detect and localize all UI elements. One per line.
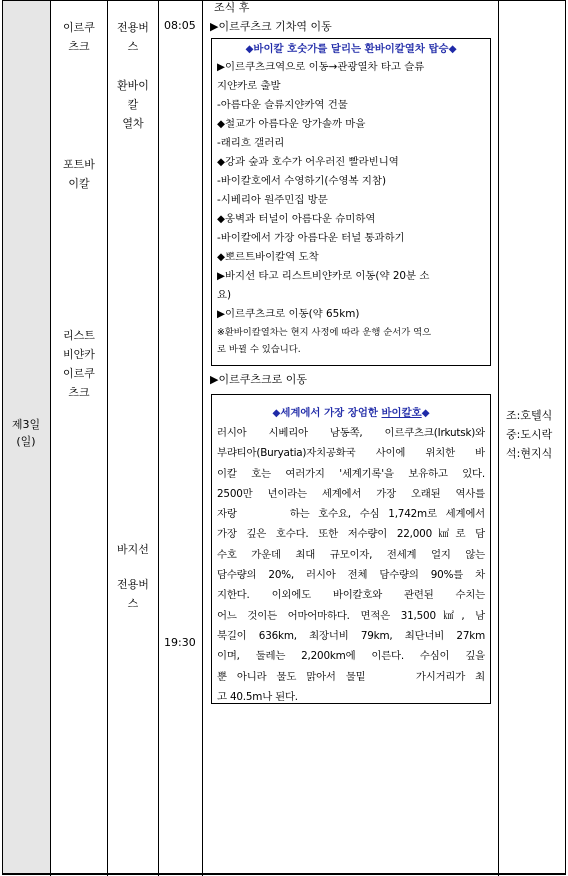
baikal-info-line: 북길이 636km, 최장너비 79km, 최단너비 27km — [217, 629, 485, 642]
transport-text: 칼 — [127, 98, 139, 111]
train-tour-line: 요) — [217, 289, 232, 301]
baikal-info-box — [211, 394, 491, 704]
move-station-note: ▶이르쿠츠크 기차역 이동 — [210, 20, 332, 33]
train-tour-line: ▶이르쿠츠크로 이동(약 65km) — [217, 308, 360, 320]
transport-text: 전용버 — [117, 21, 149, 34]
train-tour-box — [211, 38, 491, 366]
location-irkutsk — [52, 18, 106, 56]
train-tour-line: -아름다운 슬류지얀카역 건물 — [217, 99, 348, 111]
location-text: 츠크 — [68, 386, 90, 399]
location-text: 츠크 — [68, 40, 90, 53]
baikal-info-title — [217, 405, 485, 422]
column-divider — [158, 0, 159, 876]
train-tour-line: 지얀카로 출발 — [217, 80, 281, 92]
breakfast-note: 조식 후 — [214, 1, 250, 14]
baikal-info-line: 지한다. 이외에도 바이칼호와 관련된 수치는 — [217, 589, 485, 602]
train-tour-line: ▶바지선 타고 리스트비얀카로 이동(약 20분 소 — [217, 270, 430, 282]
baikal-info-line: 어느 것이든 어마어마하다. 면적은 31,500㎢, 남 — [217, 609, 485, 622]
baikal-info-line: 이며, 둘레는 2,200km에 이른다. 수심이 깊을 — [217, 650, 485, 663]
time-end: 19:30 — [164, 636, 196, 649]
train-tour-line: -시베리아 원주민집 방문 — [217, 194, 328, 206]
train-tour-line: -바이칼에서 가장 아름다운 터널 통과하기 — [217, 232, 405, 244]
location-text: 이르쿠 — [63, 367, 95, 380]
location-text: 리스트 — [63, 329, 95, 342]
baikal-info-line: 부랴티아(Buryatia)자치공화국 사이에 위치한 바 — [217, 447, 485, 460]
train-tour-line: -래리흐 갤러리 — [217, 137, 285, 149]
baikal-title-highlight: 바이칼호 — [381, 407, 422, 419]
baikal-info-line: 이칼 호는 여러가지 '세계기록'을 보유하고 있다. — [217, 467, 485, 480]
meal-remarks — [506, 406, 552, 463]
transport-text: 스 — [127, 597, 139, 610]
meal-dinner: 석:현지식 — [506, 447, 553, 460]
train-tour-line: ◆뽀르트바이칼역 도착 — [217, 251, 319, 263]
time-start: 08:05 — [164, 19, 196, 32]
table-bottom-border — [2, 874, 566, 875]
transport-bus-bottom — [108, 575, 158, 613]
column-divider — [202, 0, 203, 876]
location-text: 이르쿠 — [63, 21, 95, 34]
location-text: 포트바 — [63, 158, 95, 171]
transport-train — [108, 76, 158, 133]
train-tour-line: ◆옹벽과 터널이 아름다운 슈미하역 — [217, 213, 376, 225]
transport-text: 열차 — [122, 117, 144, 130]
meal-breakfast: 조:호텔식 — [506, 409, 553, 422]
location-text: 이칼 — [68, 177, 90, 190]
day-weekday: (일) — [16, 435, 36, 448]
transport-text: 환바이 — [117, 79, 149, 92]
location-port-baikal — [52, 155, 106, 193]
transport-text: 바지선 — [117, 543, 149, 556]
transport-barge — [108, 540, 158, 559]
baikal-info-line: 자랑 하는 호수요, 수심 1,742m로 세계에서 — [217, 508, 485, 521]
train-tour-note: 로 바뀔 수 있습니다. — [217, 344, 301, 355]
location-listvyanka-irkutsk — [52, 326, 106, 402]
baikal-info-line: 수호 가운데 최대 규모이자, 전세계 얼지 않는 — [217, 548, 485, 561]
train-tour-line: -바이칼호에서 수영하기(수영복 지참) — [217, 175, 387, 187]
train-tour-line: ▶이르쿠츠크역으로 이동→관광열차 타고 슬류 — [217, 61, 425, 73]
train-tour-line: ◆강과 숲과 호수가 어우러진 빨라빈니역 — [217, 156, 399, 168]
baikal-info-line: 담수량의 20%, 러시아 전체 담수량의 90%를 차 — [217, 569, 485, 582]
train-tour-note: ※환바이칼열차는 현지 사정에 따라 운행 순서가 역으 — [217, 327, 432, 338]
baikal-info-line: 뿐 아니라 물도 맑아서 물밑 가시거리가 최 — [217, 670, 485, 683]
meal-lunch: 중:도시락 — [506, 428, 553, 441]
column-divider — [498, 0, 499, 876]
baikal-info-line: 가장 깊은 호수다. 또한 저수량이 22,000㎦로 담 — [217, 528, 485, 541]
baikal-title-suffix: ◆ — [421, 407, 430, 419]
location-text: 비얀카 — [63, 348, 95, 361]
transport-text: 스 — [127, 40, 139, 53]
train-tour-line: ◆철교가 아름다운 앙가솔까 마을 — [217, 118, 366, 130]
transport-bus-top — [108, 18, 158, 56]
transport-text: 전용버 — [117, 578, 149, 591]
baikal-info-line: 2500만 년이라는 세계에서 가장 오래된 역사를 — [217, 487, 485, 500]
move-irkutsk-note: ▶이르쿠츠크로 이동 — [210, 373, 307, 386]
baikal-title-prefix: ◆세계에서 가장 장엄한 — [272, 407, 382, 419]
day-number: 제3일 — [11, 418, 41, 431]
day-label — [2, 416, 50, 450]
column-divider — [50, 0, 51, 876]
baikal-info-line: 러시아 시베리아 남동쪽, 이르쿠츠크(Irkutsk)와 — [217, 427, 485, 439]
baikal-info-line: 고 40.5m나 된다. — [217, 690, 298, 703]
train-tour-title: ◆바이칼 호숫가를 달리는 환바이칼열차 탑승◆ — [245, 43, 457, 55]
